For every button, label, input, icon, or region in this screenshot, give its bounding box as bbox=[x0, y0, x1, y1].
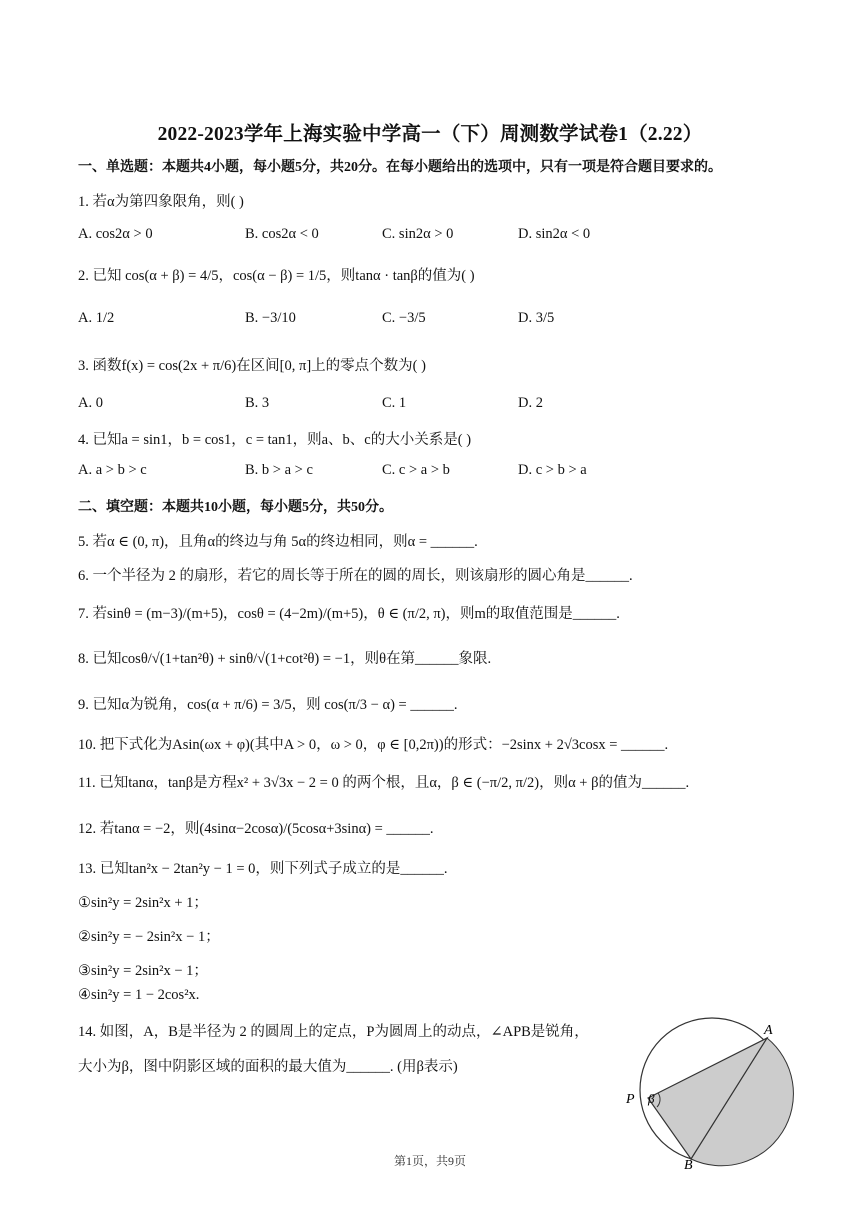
question-3-option-d: D. 2 bbox=[518, 395, 543, 411]
question-1-stem: 1. 若α为第四象限角，则( ) bbox=[78, 194, 244, 210]
question-13-stem: 13. 已知tan²x − 2tan²y − 1 = 0，则下列式子成立的是______. bbox=[78, 861, 448, 877]
section-heading-single-choice: 一、单选题：本题共4小题，每小题5分，共20分。在每小题给出的选项中，只有一项是符合题目要求的。 bbox=[78, 160, 722, 175]
question-4-option-d: D. c > b > a bbox=[518, 462, 587, 478]
question-4-option-c: C. c > a > b bbox=[382, 462, 450, 478]
question-6: 6. 一个半径为 2 的扇形，若它的周长等于所在的圆的周长，则该扇形的圆心角是______. bbox=[78, 568, 633, 584]
figure-label-p: P bbox=[626, 1092, 635, 1107]
page-footer: 第1页，共9页 bbox=[393, 1154, 466, 1168]
question-2-option-b: B. −3/10 bbox=[245, 310, 296, 326]
question-13-item-1: ①sin²y = 2sin²x + 1； bbox=[78, 895, 208, 911]
figure-label-a: A bbox=[764, 1023, 773, 1038]
section-heading-fill-in: 二、填空题：本题共10小题，每小题5分，共50分。 bbox=[78, 500, 393, 515]
question-4-stem: 4. 已知a = sin1，b = cos1，c = tan1，则a、b、c的大小关系是( ) bbox=[78, 432, 472, 448]
question-3-stem: 3. 函数f(x) = cos(2x + π/6)在区间[0, π]上的零点个数为( ) bbox=[78, 358, 426, 374]
question-13-item-3: ③sin²y = 2sin²x − 1； bbox=[78, 963, 208, 979]
question-3-option-c: C. 1 bbox=[382, 395, 407, 411]
question-4-option-b: B. b > a > c bbox=[245, 462, 313, 478]
question-10: 10. 把下式化为Asin(ωx + φ)(其中A > 0，ω > 0，φ ∈ [0,2π))的形式：−2sinx + 2√3cosx = ______. bbox=[78, 737, 669, 753]
question-1-option-a: A. cos2α > 0 bbox=[78, 226, 153, 242]
question-14-line-2: 大小为β，图中阴影区域的面积的最大值为______. (用β表示) bbox=[78, 1059, 458, 1075]
figure-label-b: B bbox=[684, 1158, 693, 1170]
question-8: 8. 已知cosθ/√(1+tan²θ) + sinθ/√(1+cot²θ) = −1，则θ在第______象限. bbox=[78, 651, 492, 667]
question-4-option-a: A. a > b > c bbox=[78, 462, 147, 478]
question-9: 9. 已知α为锐角，cos(α + π/6) = 3/5，则 cos(π/3 − α) = ______. bbox=[78, 697, 458, 713]
question-3-option-a: A. 0 bbox=[78, 395, 103, 411]
question-13-item-2: ②sin²y = − 2sin²x − 1； bbox=[78, 929, 220, 945]
question-2-stem: 2. 已知 cos(α + β) = 4/5，cos(α − β) = 1/5，则tanα · tanβ的值为( ) bbox=[78, 268, 475, 284]
question-1-option-d: D. sin2α < 0 bbox=[518, 226, 591, 242]
question-12: 12. 若tanα = −2，则(4sinα−2cosα)/(5cosα+3sinα) = ______. bbox=[78, 821, 434, 837]
question-2-option-a: A. 1/2 bbox=[78, 310, 115, 326]
figure-label-beta: β bbox=[648, 1091, 655, 1106]
question-1-option-b: B. cos2α < 0 bbox=[245, 226, 319, 242]
circle-figure bbox=[618, 1010, 798, 1170]
question-1-option-c: C. sin2α > 0 bbox=[382, 226, 454, 242]
question-7: 7. 若sinθ = (m−3)/(m+5)，cosθ = (4−2m)/(m+5)，θ ∈ (π/2, π)，则m的取值范围是______. bbox=[78, 606, 620, 622]
question-11: 11. 已知tanα，tanβ是方程x² + 3√3x − 2 = 0 的两个根，且α，β ∈ (−π/2, π/2)，则α + β的值为______. bbox=[78, 775, 690, 791]
question-5: 5. 若α ∈ (0, π)，且角α的终边与角 5α的终边相同，则α = ______. bbox=[78, 534, 478, 550]
question-2-option-d: D. 3/5 bbox=[518, 310, 555, 326]
question-14-line-1: 14. 如图，A，B是半径为 2 的圆周上的定点，P为圆周上的动点，∠APB是锐角， bbox=[78, 1024, 589, 1040]
question-2-option-c: C. −3/5 bbox=[382, 310, 426, 326]
question-13-item-4: ④sin²y = 1 − 2cos²x. bbox=[78, 987, 200, 1003]
question-3-option-b: B. 3 bbox=[245, 395, 270, 411]
page-title: 2022-2023学年上海实验中学高一（下）周测数学试卷1（2.22） bbox=[157, 124, 703, 145]
